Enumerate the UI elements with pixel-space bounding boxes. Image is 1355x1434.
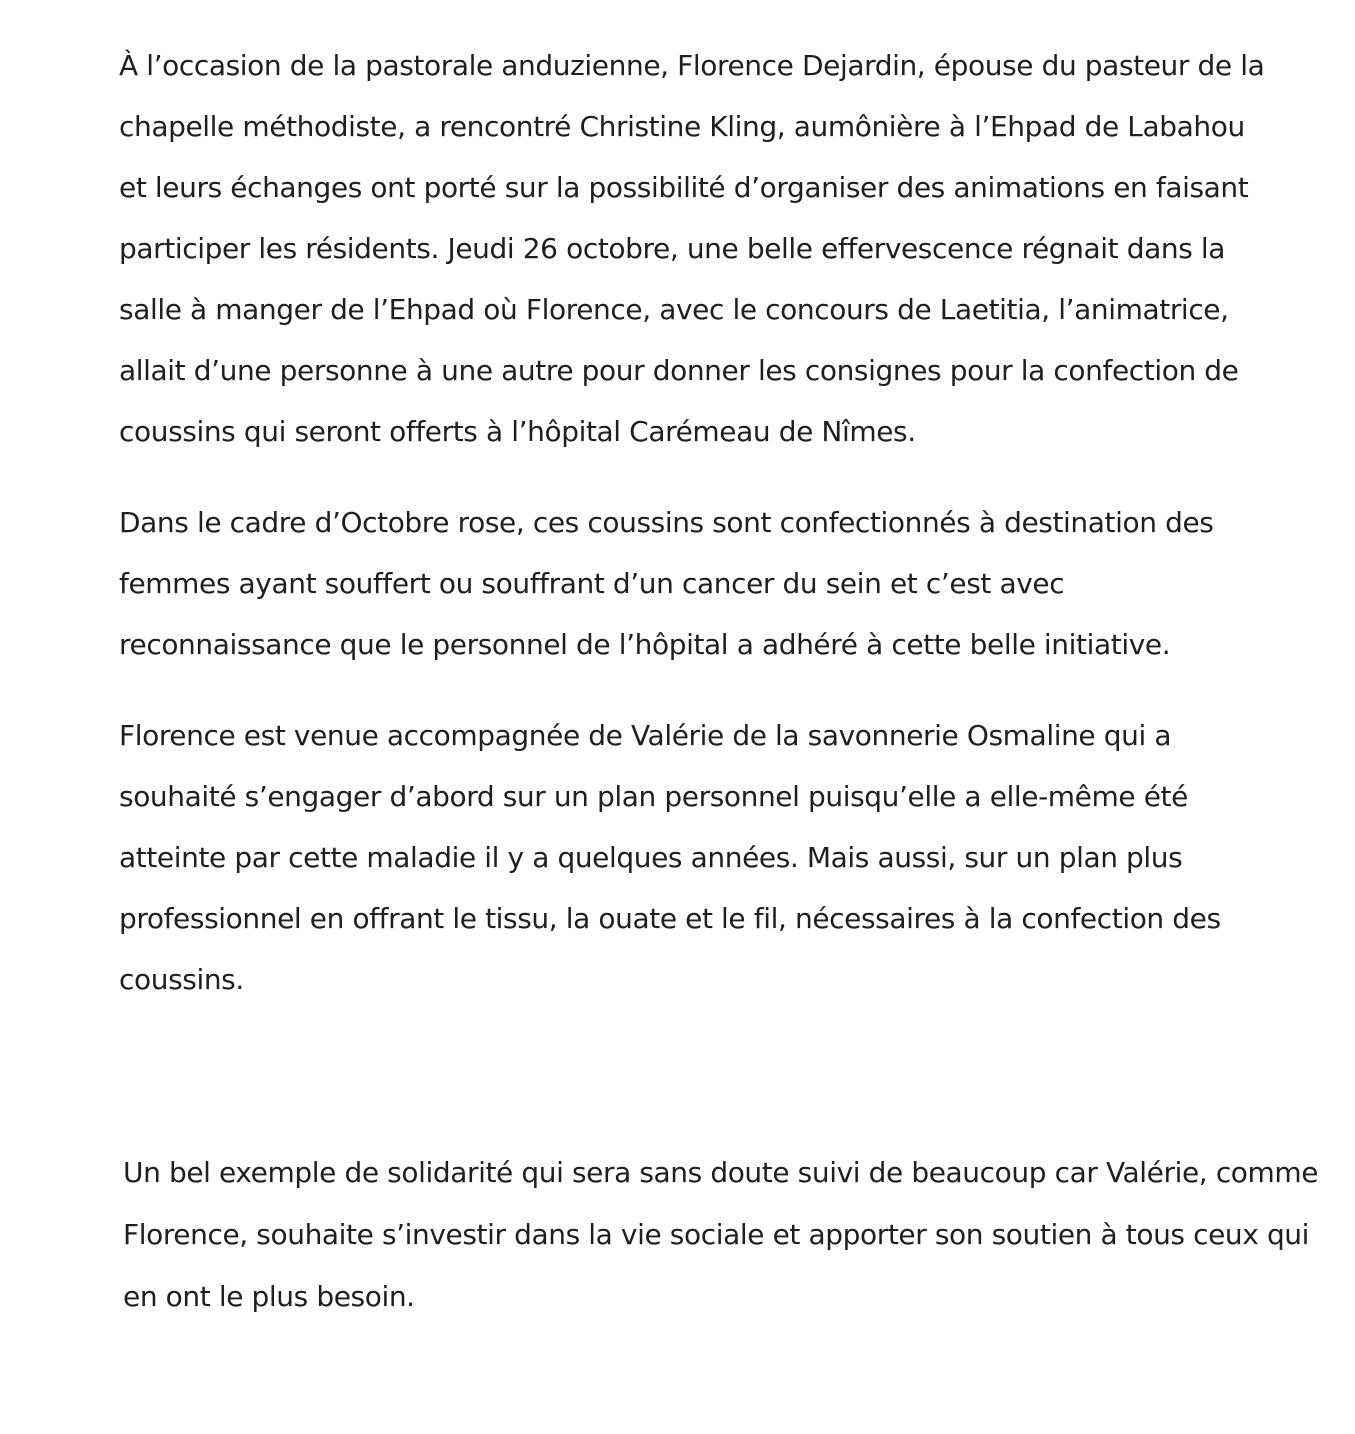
article-paragraph: À l’occasion de la pastorale anduzienne, Florence Dejardin, épouse du pasteur de la chapelle méthodiste, a rencontré Christine Kling, aumônière à l’Ehpad de Labahou et leurs échanges ont porté sur la possibilité d’organiser des animations en faisant participer les résidents. Jeudi 26 octobre, une belle effervescence régnait dans la salle à manger de l’Ehpad où Florence, avec le concours de Laetitia, l’animatrice, allait d’une personne à une autre pour donner les consignes pour la confection de coussins qui seront offerts à l’hôpital Carémeau de Nîmes.: [119, 49, 1265, 448]
article-paragraph: Dans le cadre d’Octobre rose, ces coussins sont confectionnés à destination des femmes ayant souffert ou souffrant d’un cancer du sein et c’est avec reconnaissance que le personnel de l’hôpital a adhéré à cette belle initiative.: [119, 506, 1214, 661]
closing-paragraph: Un bel exemple de solidarité qui sera sans doute suivi de beaucoup car Valérie, comme Florence, souhaite s’investir dans la vie sociale et apporter son soutien à tous ceux qui en ont le plus besoin.: [123, 1156, 1319, 1313]
article-paragraph: Florence est venue accompagnée de Valérie de la savonnerie Osmaline qui a souhaité s’engager d’abord sur un plan personnel puisqu’elle a elle-même été atteinte par cette maladie il y a quelques années. Mais aussi, sur un plan plus professionnel en offrant le tissu, la ouate et le fil, nécessaires à la confection des coussins.: [119, 719, 1221, 996]
article-body: [119, 35, 1279, 1040]
